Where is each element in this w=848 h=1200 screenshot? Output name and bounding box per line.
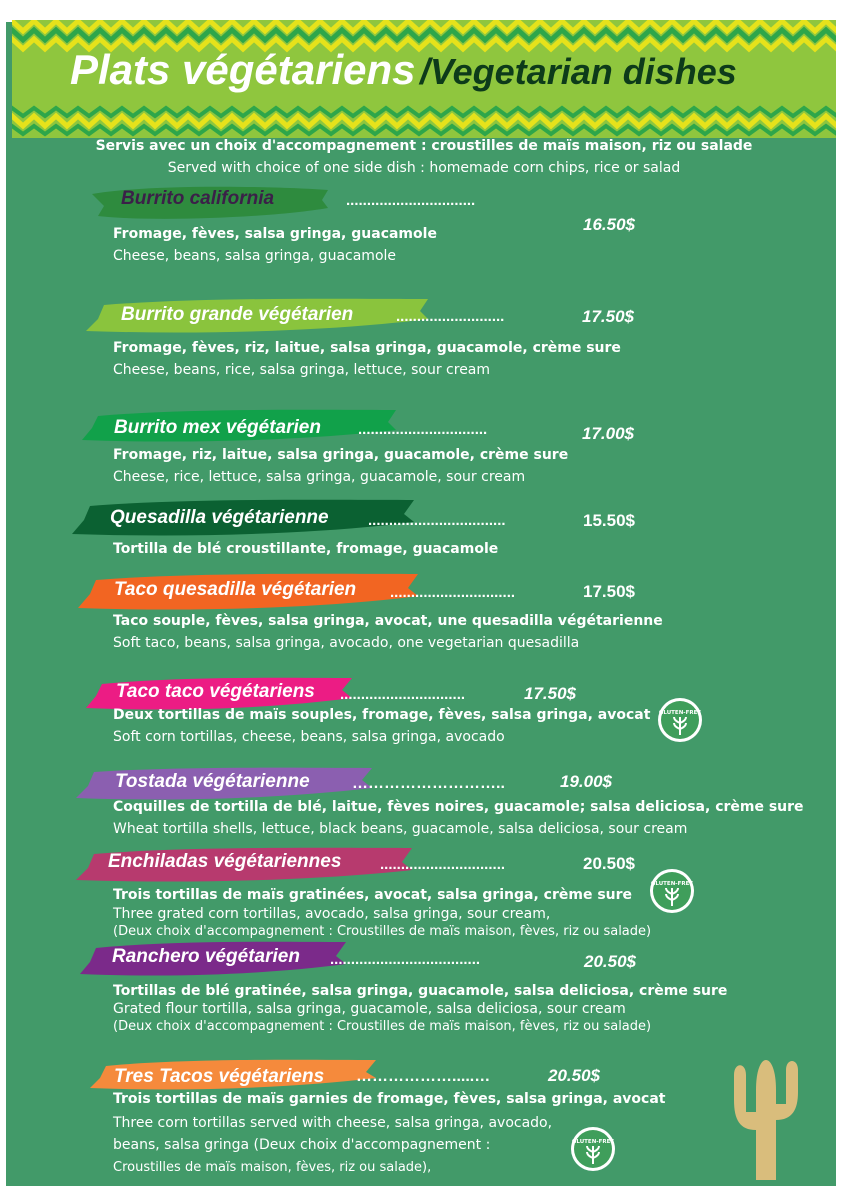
- item-name: Tres Tacos végétariens: [114, 1066, 325, 1087]
- item-name: Ranchero végétarien: [112, 946, 300, 967]
- item-price: 20.50$: [584, 952, 636, 971]
- leader-dots: ..............................: [380, 856, 506, 873]
- item-description-english: Wheat tortilla shells, lettuce, black beans, guacamole, salsa deliciosa, sour cream: [113, 821, 688, 837]
- leader-dots: ……………….....…: [356, 1068, 491, 1085]
- item-price: 20.50$: [583, 854, 635, 873]
- menu-title: [70, 46, 737, 94]
- item-price: 19.00$: [560, 772, 612, 791]
- leader-dots: ..............................: [390, 584, 516, 601]
- leader-dots: .................................: [368, 512, 506, 529]
- menu-title-french: Plats végétariens: [70, 46, 416, 93]
- menu-title-english: /Vegetarian dishes: [419, 51, 737, 92]
- leader-dots: ....................................: [330, 951, 481, 968]
- item-description-english: Three corn tortillas served with cheese, salsa gringa, avocado,: [113, 1115, 553, 1131]
- cactus-icon: [726, 1030, 806, 1180]
- item-description-english: Cheese, beans, rice, salsa gringa, lettuce, sour cream: [113, 362, 491, 378]
- item-price: 17.00$: [582, 424, 634, 443]
- item-name: Enchiladas végétariennes: [108, 851, 342, 872]
- item-price: 17.50$: [583, 582, 635, 601]
- subtitle-french: Servis avec un choix d'accompagnement : croustilles de maïs maison, riz ou salade: [95, 138, 753, 154]
- item-name: Burrito grande végétarien: [121, 304, 354, 325]
- item-name: Tostada végétarienne: [115, 771, 310, 792]
- item-description-french: Fromage, fèves, riz, laitue, salsa gringa, guacamole, crème sure: [113, 340, 621, 356]
- subtitle-english: Served with choice of one side dish : homemade corn chips, rice or salad: [167, 160, 681, 176]
- leader-dots: ...............................: [346, 192, 476, 209]
- item-description-french: Fromage, fèves, salsa gringa, guacamole: [113, 226, 437, 242]
- leader-dots: ………………………..: [352, 775, 505, 792]
- item-description-french: Fromage, riz, laitue, salsa gringa, guacamole, crème sure: [113, 447, 569, 463]
- item-description-french: Tortilla de blé croustillante, fromage, guacamole: [113, 541, 499, 557]
- item-side-note: (Deux choix d'accompagnement : Croustilles de maïs maison, fèves, riz ou salade): [113, 1019, 652, 1034]
- item-description-english: Grated flour tortilla, salsa gringa, guacamole, salsa deliciosa, sour cream: [113, 1001, 626, 1017]
- item-description-french: Tortillas de blé gratinée, salsa gringa, guacamole, salsa deliciosa, crème sure: [113, 983, 728, 999]
- item-description-french: Deux tortillas de maïs souples, fromage, fèves, salsa gringa, avocat: [113, 707, 651, 723]
- item-name: Taco taco végétariens: [116, 681, 315, 702]
- item-description-french: Trois tortillas de maïs garnies de fromage, fèves, salsa gringa, avocat: [113, 1091, 666, 1107]
- item-price: 17.50$: [582, 307, 634, 326]
- item-name: Burrito mex végétarien: [114, 417, 321, 438]
- gluten-free-label: GLUTEN-FREE: [658, 710, 702, 716]
- item-side-note: (Deux choix d'accompagnement : Croustilles de maïs maison, fèves, riz ou salade): [113, 924, 652, 939]
- item-description-english-cont: beans, salsa gringa (Deux choix d'accompagnement :: [113, 1137, 491, 1153]
- gluten-free-icon: [657, 697, 701, 741]
- item-description-english: Cheese, beans, salsa gringa, guacamole: [113, 248, 397, 264]
- gluten-free-label: GLUTEN-FREE: [650, 881, 694, 887]
- item-name: Quesadilla végétarienne: [110, 507, 329, 528]
- gluten-free-icon: [649, 868, 693, 912]
- item-description-french: Trois tortillas de maïs gratinées, avocat, salsa gringa, crème sure: [113, 887, 633, 903]
- gluten-free-icon: [570, 1126, 614, 1170]
- item-side-note: Croustilles de maïs maison, fèves, riz ou salade),: [113, 1160, 432, 1175]
- leader-dots: ..........................: [396, 308, 505, 325]
- item-price: 17.50$: [524, 684, 576, 703]
- item-price: 16.50$: [583, 215, 635, 234]
- item-description-english: Three grated corn tortillas, avocado, salsa gringa, sour cream,: [113, 906, 551, 922]
- gluten-free-label: GLUTEN-FREE: [571, 1139, 615, 1145]
- item-name: Burrito california: [121, 188, 275, 209]
- leader-dots: ...............................: [358, 421, 488, 438]
- item-price: 20.50$: [548, 1066, 600, 1085]
- item-description-english: Soft corn tortillas, cheese, beans, salsa gringa, avocado: [113, 729, 505, 745]
- item-price: 15.50$: [583, 511, 635, 530]
- item-description-english: Cheese, rice, lettuce, salsa gringa, guacamole, sour cream: [113, 469, 526, 485]
- item-name: Taco quesadilla végétarien: [114, 579, 357, 600]
- item-description-french: Taco souple, fèves, salsa gringa, avocat, une quesadilla végétarienne: [113, 613, 663, 629]
- leader-dots: ..............................: [340, 686, 466, 703]
- item-description-english: Soft taco, beans, salsa gringa, avocado, one vegetarian quesadilla: [113, 635, 580, 651]
- item-description-french: Coquilles de tortilla de blé, laitue, fèves noires, guacamole; salsa deliciosa, crème sure: [113, 799, 804, 815]
